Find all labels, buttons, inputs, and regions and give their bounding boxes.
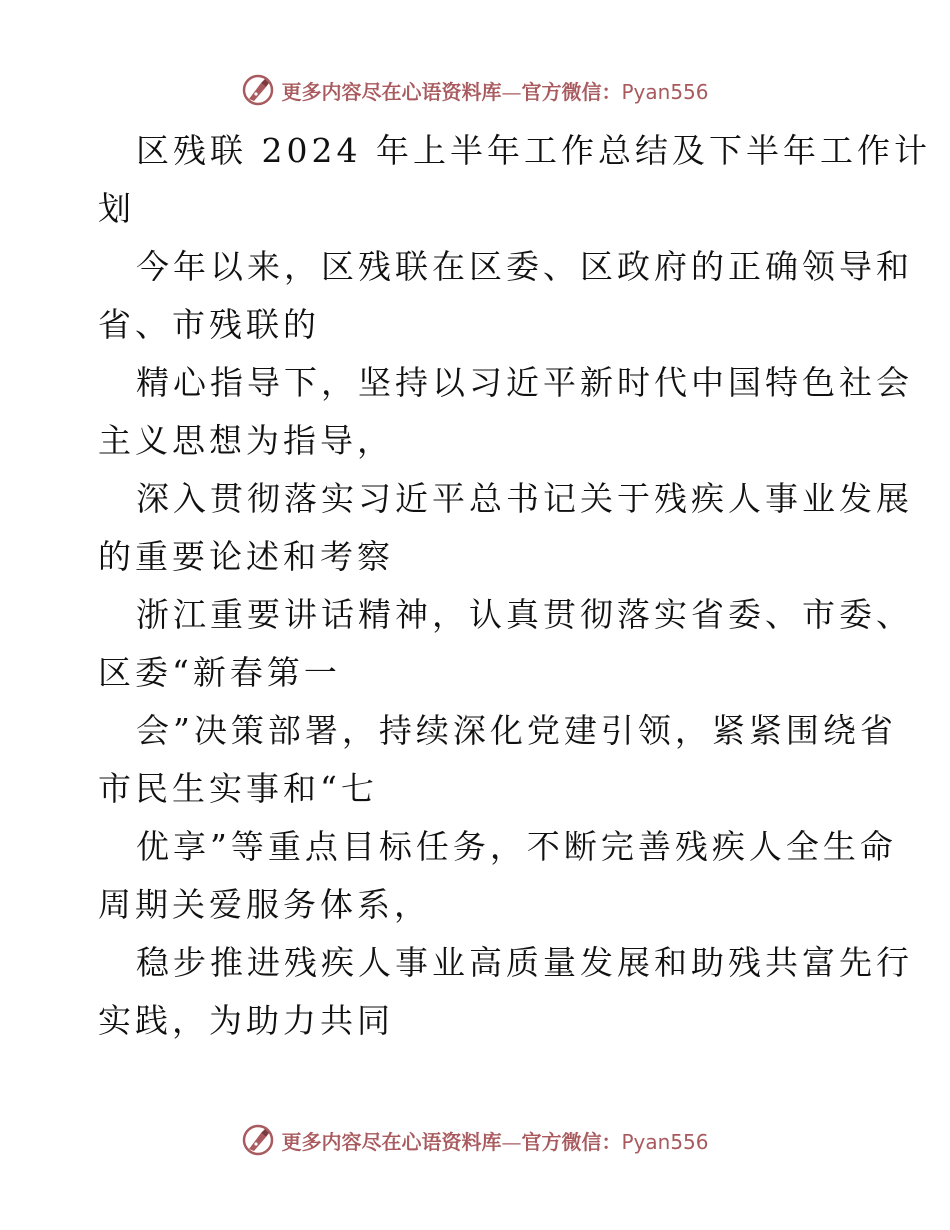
document-title-line-2: 划 [98,189,135,228]
banner-text [281,1126,708,1155]
body-line: 会”决策部署，持续深化党建引领，紧紧围绕省 [136,711,897,750]
banner-wechat-handle: Pyan556 [621,1129,709,1154]
body-line: 实践，为助力共同 [98,1001,394,1040]
body-line: 市民生实事和“七 [98,769,378,808]
body-line: 精心指导下，坚持以习近平新时代中国特色社会 [136,363,913,402]
banner-main-text: 更多内容尽在心语资料库 [281,79,502,104]
body-line: 稳步推进残疾人事业高质量发展和助残共富先行 [136,943,913,982]
banner-wechat-label: 官方微信： [521,1129,622,1154]
document-title-line-1: 区残联 2024 年上半年工作总结及下半年工作计 [136,131,931,170]
pen-nib-logo-icon [241,73,275,107]
banner-wechat-label: 官方微信： [521,79,622,104]
banner-wechat-handle: Pyan556 [621,79,709,104]
banner-text [281,76,708,105]
header-banner [0,70,950,110]
body-line: 区委“新春第一 [98,653,341,692]
body-line: 深入贯彻落实习近平总书记关于残疾人事业发展 [136,479,913,518]
pen-nib-logo-icon [241,1123,275,1157]
banner-main-text: 更多内容尽在心语资料库 [281,1129,502,1154]
body-line: 优享”等重点目标任务，不断完善残疾人全生命 [136,827,897,866]
body-line: 浙江重要讲话精神，认真贯彻落实省委、市委、 [136,595,913,634]
body-line: 今年以来，区残联在区委、区政府的正确领导和 [136,247,913,286]
banner-separator: — [501,79,522,104]
document-body [98,122,931,1050]
body-line: 的重要论述和考察 [98,537,394,576]
body-line: 省、市残联的 [98,305,320,344]
body-line: 主义思想为指导， [98,421,394,460]
footer-banner [0,1120,950,1160]
banner-separator: — [501,1129,522,1154]
body-line: 周期关爱服务体系， [98,885,431,924]
